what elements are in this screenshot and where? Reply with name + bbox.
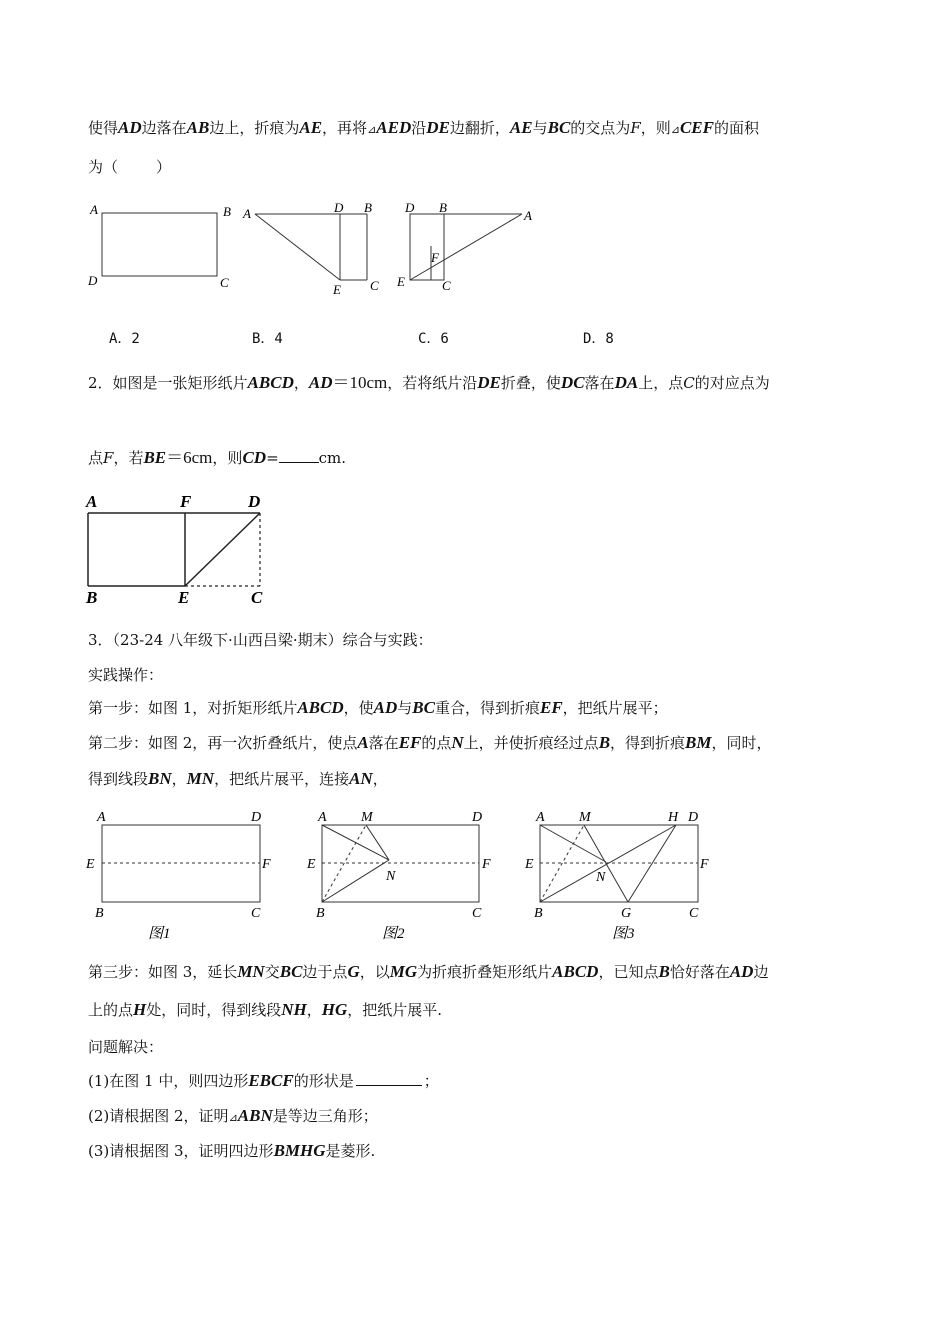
unit: cm bbox=[366, 373, 388, 392]
text: ， bbox=[372, 770, 388, 788]
figure-caption: 图3 bbox=[612, 926, 635, 942]
q1-figures bbox=[84, 196, 544, 298]
math: NH bbox=[281, 1000, 307, 1019]
text: (3)请根据图 3，证明四边形 bbox=[88, 1142, 274, 1160]
q3-step3b bbox=[88, 1000, 442, 1020]
text: 为折痕折叠矩形纸片 bbox=[417, 963, 553, 981]
text: ，再将 bbox=[322, 119, 368, 137]
text: 点 bbox=[88, 449, 104, 467]
segment bbox=[410, 214, 522, 280]
text: 与 bbox=[397, 699, 413, 717]
label-a: A bbox=[536, 810, 545, 825]
segment-mn bbox=[366, 825, 389, 860]
triangle-symbol: ⊿ bbox=[228, 1111, 238, 1124]
math: AD bbox=[729, 962, 754, 981]
label-e: E bbox=[86, 857, 95, 872]
text: ，把纸片展平. bbox=[347, 1001, 443, 1019]
q3-fig2 bbox=[306, 810, 491, 942]
q1-fig3 bbox=[396, 200, 532, 293]
math: F bbox=[103, 449, 114, 467]
label-c: C bbox=[472, 906, 482, 921]
math: AD bbox=[118, 118, 142, 137]
text: 边于点 bbox=[302, 963, 348, 981]
label-e: E bbox=[333, 282, 341, 297]
math: CEF bbox=[679, 118, 714, 137]
text: ，若将纸片沿 bbox=[387, 374, 478, 392]
q3-fig1 bbox=[85, 810, 271, 942]
math: BMHG bbox=[273, 1141, 326, 1160]
label-c: C bbox=[220, 275, 229, 290]
segment-bn bbox=[322, 860, 389, 902]
q3-part1 bbox=[88, 1071, 439, 1091]
text: 上，并使折痕经过点 bbox=[463, 734, 599, 752]
triangle-symbol: ⊿ bbox=[670, 123, 680, 136]
label-h: H bbox=[668, 810, 679, 825]
q1-line2 bbox=[88, 157, 171, 177]
q1-fig1 bbox=[87, 202, 231, 290]
text: ， bbox=[171, 770, 187, 788]
math: MN bbox=[186, 769, 215, 788]
text: 使得 bbox=[88, 119, 119, 137]
label-b: B bbox=[364, 200, 372, 215]
q1-line1 bbox=[88, 118, 759, 140]
text: ， bbox=[293, 374, 309, 392]
label-f: F bbox=[262, 857, 271, 872]
math: BC bbox=[547, 118, 571, 137]
text: 边翻折， bbox=[449, 119, 510, 137]
math: HG bbox=[321, 1000, 348, 1019]
text: 边 bbox=[753, 963, 769, 981]
label-a: A bbox=[90, 202, 98, 217]
q2-figure bbox=[80, 488, 280, 608]
math: BN bbox=[148, 769, 172, 788]
q2-line1 bbox=[88, 373, 770, 393]
text: 上的点 bbox=[88, 1001, 134, 1019]
text: ，得到折痕 bbox=[610, 734, 686, 752]
q3-step2b bbox=[88, 769, 388, 789]
math: AD bbox=[308, 373, 333, 392]
math: BC bbox=[412, 698, 435, 717]
answer-blank bbox=[279, 448, 319, 463]
label-m: M bbox=[361, 810, 373, 825]
text: ，则 bbox=[212, 449, 243, 467]
math: A bbox=[357, 733, 369, 752]
text: ，把纸片展平； bbox=[562, 699, 668, 717]
math: BE bbox=[143, 448, 167, 467]
text: ，把纸片展平，连接 bbox=[214, 770, 350, 788]
text: 是等边三角形； bbox=[272, 1107, 378, 1125]
text: 处，同时，得到线段 bbox=[146, 1001, 282, 1019]
math: EBCF bbox=[248, 1071, 294, 1090]
label-f: F bbox=[431, 250, 439, 265]
math: AN bbox=[349, 769, 373, 788]
math: ＝6 bbox=[166, 448, 192, 467]
q2-line2 bbox=[88, 448, 346, 468]
figure-caption: 图2 bbox=[382, 926, 405, 942]
q3-fig3 bbox=[524, 810, 709, 942]
option-b: B．4 bbox=[252, 331, 283, 347]
label-b: B bbox=[223, 204, 231, 219]
math: EF bbox=[398, 733, 422, 752]
label-g: G bbox=[621, 906, 632, 921]
math: DA bbox=[614, 373, 639, 392]
math: AD bbox=[373, 698, 398, 717]
math: ABCD bbox=[297, 698, 344, 717]
text: (2)请根据图 2，证明 bbox=[88, 1107, 229, 1125]
label-b: B bbox=[316, 906, 325, 921]
label-f: F bbox=[700, 857, 709, 872]
text: ，同时， bbox=[711, 734, 772, 752]
text: ，若 bbox=[113, 449, 144, 467]
text: 与 bbox=[532, 119, 548, 137]
q3-figures bbox=[80, 805, 720, 945]
q3-part2 bbox=[88, 1106, 378, 1128]
label-c: C bbox=[370, 278, 379, 293]
text: ） bbox=[156, 158, 172, 176]
math: AE bbox=[509, 118, 533, 137]
math: ABCD bbox=[247, 373, 294, 392]
label-a: A bbox=[243, 206, 251, 221]
math: DE bbox=[426, 118, 450, 137]
text: 的交点为 bbox=[570, 119, 631, 137]
math: G bbox=[347, 962, 360, 981]
text: ，使 bbox=[343, 699, 374, 717]
math: ABCD bbox=[552, 962, 599, 981]
math: F bbox=[630, 119, 641, 137]
text: 边上，折痕为 bbox=[209, 119, 300, 137]
text: 第二步：如图 2，再一次折叠纸片，使点 bbox=[88, 734, 358, 752]
option-d: D．8 bbox=[583, 331, 614, 347]
text: 2．如图是一张矩形纸片 bbox=[88, 374, 248, 392]
text: 是菱形. bbox=[325, 1142, 376, 1160]
label-d: D bbox=[248, 492, 261, 511]
text: (1)在图 1 中，则四边形 bbox=[88, 1072, 249, 1090]
text: 第一步：如图 1，对折矩形纸片 bbox=[88, 699, 298, 717]
option-c: C．6 bbox=[418, 331, 449, 347]
q3-title: 3．（23-24 八年级下·山西吕梁·期末）综合与实践： bbox=[88, 631, 433, 649]
label-a: A bbox=[97, 810, 106, 825]
label-m: M bbox=[579, 810, 591, 825]
q3-part3 bbox=[88, 1141, 375, 1161]
label-c: C bbox=[251, 588, 263, 607]
math: ABN bbox=[237, 1106, 273, 1125]
q1-fig2 bbox=[242, 200, 379, 297]
text: 恰好落在 bbox=[669, 963, 730, 981]
label-e: E bbox=[397, 274, 405, 289]
math: MN bbox=[237, 962, 265, 981]
q3-step2a bbox=[88, 733, 772, 753]
label-d: D bbox=[334, 200, 344, 215]
triangle-symbol: ⊿ bbox=[367, 123, 377, 136]
label-a: A bbox=[524, 208, 532, 223]
math: AB bbox=[186, 118, 210, 137]
q3-step1 bbox=[88, 698, 668, 718]
math: B bbox=[658, 962, 670, 981]
math: EF bbox=[539, 698, 563, 717]
unit: cm bbox=[191, 448, 213, 467]
text: ， bbox=[306, 1001, 322, 1019]
text: 得到线段 bbox=[88, 770, 149, 788]
label-e: E bbox=[307, 857, 316, 872]
text: cm. bbox=[318, 449, 347, 467]
label-d: D bbox=[688, 810, 699, 825]
text: = bbox=[266, 449, 279, 467]
label-b: B bbox=[86, 588, 98, 607]
text: 的形状是 bbox=[293, 1072, 354, 1090]
math: AED bbox=[376, 118, 412, 137]
math: C bbox=[683, 374, 695, 392]
text: ； bbox=[423, 1072, 439, 1090]
label-a: A bbox=[318, 810, 327, 825]
text: 落在 bbox=[584, 374, 615, 392]
math: BC bbox=[279, 962, 303, 981]
label-c: C bbox=[442, 278, 451, 293]
option-a: A．2 bbox=[109, 331, 140, 347]
math: B bbox=[598, 733, 611, 752]
label-n: N bbox=[386, 869, 396, 884]
q3-step3a bbox=[88, 962, 768, 982]
text: 的点 bbox=[421, 734, 452, 752]
section-heading: 问题解决： bbox=[88, 1038, 164, 1056]
math: ＝10 bbox=[332, 373, 367, 392]
text: 上，点 bbox=[638, 374, 684, 392]
label-c: C bbox=[689, 906, 699, 921]
math: AE bbox=[299, 118, 323, 137]
math: DE bbox=[477, 373, 501, 392]
text: 交 bbox=[264, 963, 280, 981]
text: ，已知点 bbox=[598, 963, 659, 981]
rectangle bbox=[102, 213, 217, 276]
label-d: D bbox=[405, 200, 415, 215]
text: 第三步：如图 3，延长 bbox=[88, 963, 238, 981]
label-c: C bbox=[251, 906, 261, 921]
label-b: B bbox=[95, 906, 104, 921]
label-d: D bbox=[88, 273, 98, 288]
math: DC bbox=[560, 373, 585, 392]
text: 沿 bbox=[411, 119, 427, 137]
label-d: D bbox=[472, 810, 483, 825]
text: 的对应点为 bbox=[694, 374, 770, 392]
label-d: D bbox=[251, 810, 262, 825]
label-b: B bbox=[534, 906, 543, 921]
label-f: F bbox=[180, 492, 192, 511]
label-a: A bbox=[86, 492, 98, 511]
text: 为（ bbox=[88, 158, 119, 176]
label-b: B bbox=[439, 200, 447, 215]
text: 落在 bbox=[368, 734, 399, 752]
segment bbox=[255, 214, 340, 280]
figure-caption: 图1 bbox=[148, 926, 171, 942]
math: MG bbox=[389, 962, 418, 981]
math: H bbox=[133, 1000, 147, 1019]
label-f: F bbox=[482, 857, 491, 872]
text: 重合，得到折痕 bbox=[434, 699, 540, 717]
answer-blank bbox=[356, 1071, 422, 1086]
text: 的面积 bbox=[714, 119, 760, 137]
text: 边落在 bbox=[141, 119, 187, 137]
math: CD bbox=[242, 448, 267, 467]
label-n: N bbox=[596, 870, 606, 885]
math: N bbox=[451, 733, 464, 752]
label-e: E bbox=[525, 857, 534, 872]
text: 折叠，使 bbox=[500, 374, 561, 392]
text: ，以 bbox=[359, 963, 390, 981]
section-heading: 实践操作： bbox=[88, 666, 164, 684]
label-e: E bbox=[178, 588, 190, 607]
text: ，则 bbox=[640, 119, 671, 137]
segment bbox=[185, 513, 260, 586]
math: BM bbox=[685, 733, 712, 752]
